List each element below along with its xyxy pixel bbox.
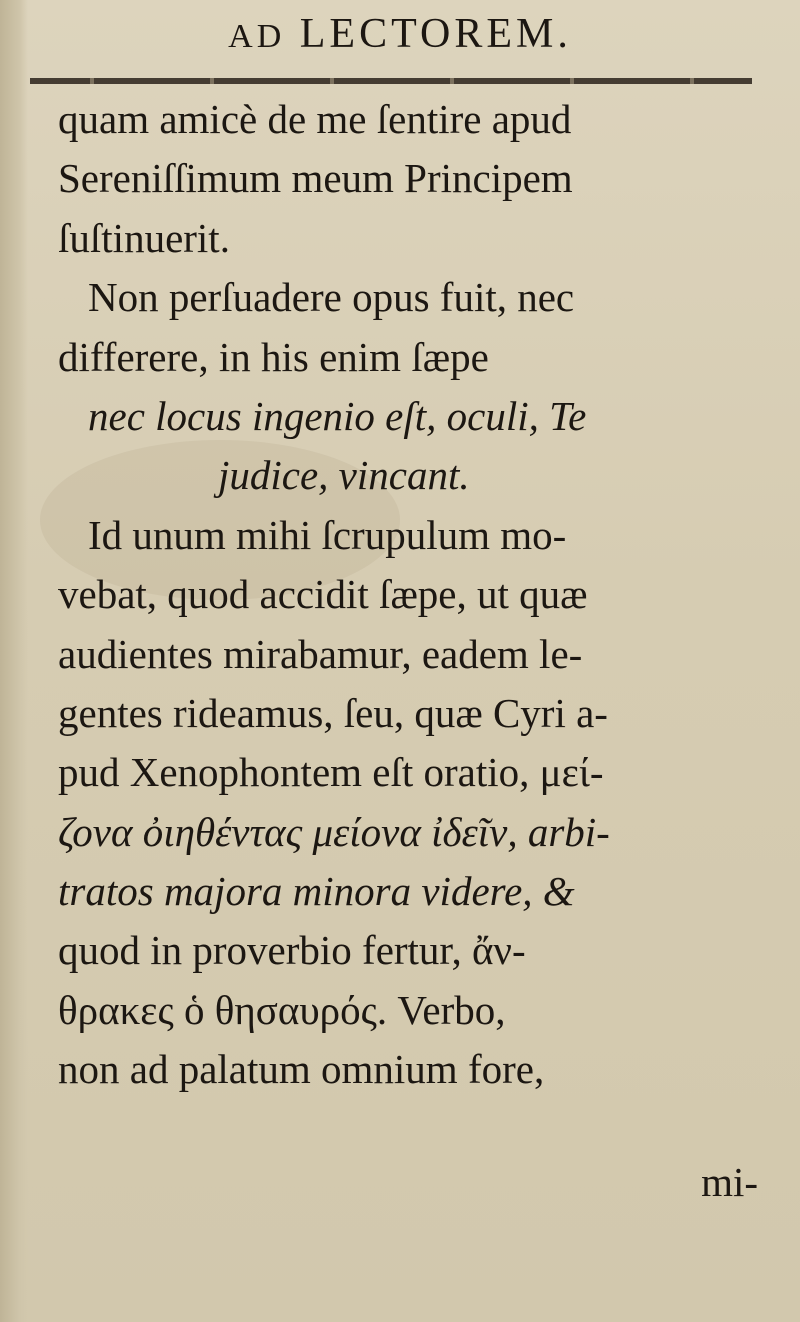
text-line: Sereniſſimum meum Principem	[58, 155, 573, 202]
text-line: non ad palatum omnium fore,	[58, 1046, 545, 1093]
text-line: Non perſuadere opus fuit, nec	[88, 274, 575, 321]
text-line: quod in proverbio fertur, ἄν-	[58, 927, 526, 974]
text-block	[58, 90, 780, 1100]
catchword: mi-	[701, 1159, 758, 1205]
text-line: quam amicè de me ſentire apud	[58, 96, 572, 142]
text-line: Id unum mihi ſcrupulum mo-	[88, 511, 567, 558]
text-line: audientes mirabamur, eadem le-	[58, 630, 583, 677]
text-line: tratos majora minora videre, &	[58, 868, 575, 915]
text-line: judice, vincant.	[218, 452, 470, 499]
header-lectorem: LECTOREM.	[299, 11, 572, 57]
text-line: pud Xenophontem eſt oratio, μεί-	[58, 749, 604, 796]
header-ad: AD	[228, 18, 286, 55]
text-line: vebat, quod accidit ſæpe, ut quæ	[58, 571, 588, 618]
header-rule	[30, 78, 752, 84]
text-line: gentes rideamus, ſeu, quæ Cyri a-	[58, 689, 608, 736]
text-line: nec locus ingenio eſt, oculi, Te	[88, 392, 587, 439]
text-line: differere, in his enim ſæpe	[58, 333, 489, 380]
page-gutter	[0, 0, 28, 1322]
text-line: θρακες ὁ θησαυρός. Verbo,	[58, 986, 506, 1033]
text-line: ſuſtinuerit.	[58, 214, 230, 261]
text-line: ζονα ὀιηθέντας μείονα ἰδεῖν, arbi-	[58, 808, 610, 855]
running-header	[0, 10, 800, 61]
